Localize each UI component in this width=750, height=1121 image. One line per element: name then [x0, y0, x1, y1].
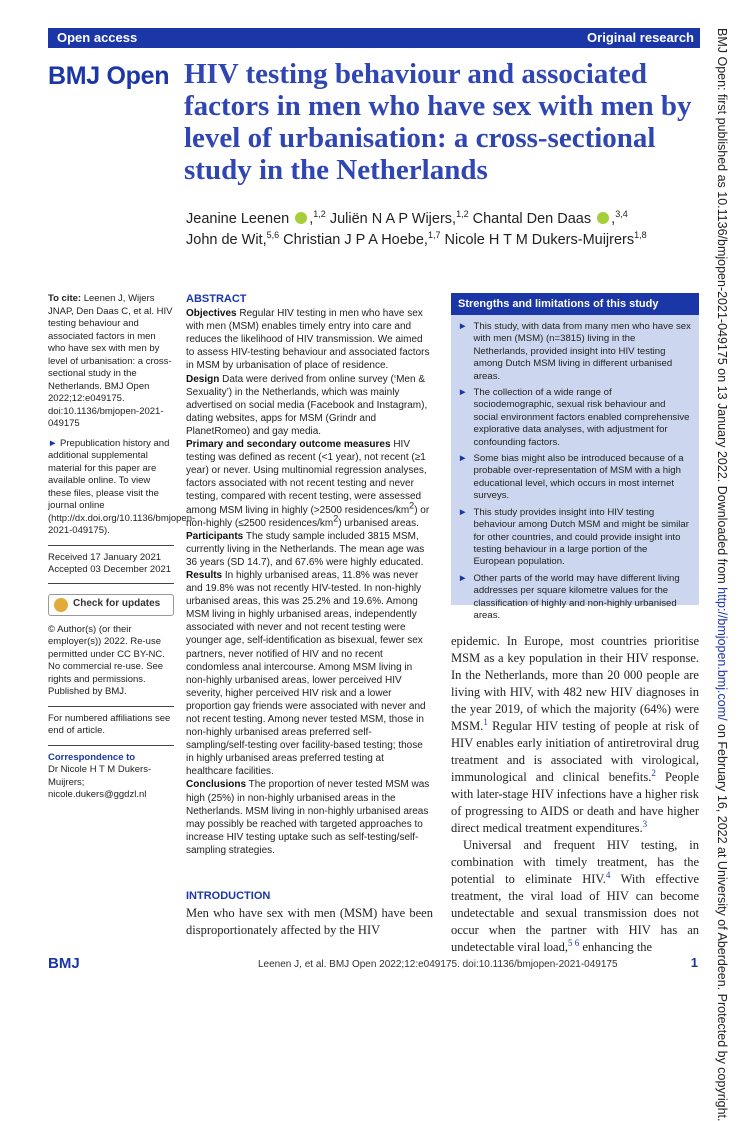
abstract-results-label: Results	[186, 569, 223, 581]
reference-link[interactable]: 1	[483, 716, 488, 727]
author-name: Juliën N A P Wijers,	[329, 211, 457, 227]
list-item	[458, 387, 691, 449]
body-text: People with later-stage HIV infections have a higher risk of progressing to AIDS or death and have higher direct medical treatment expenditures.	[451, 770, 699, 835]
abstract-results-text: In highly urbanised areas, 11.8% was never and 19.8% was not recently HIV-tested. In non-highly urbanised areas, this was 25.2% and 19.6%. Among MSM living in highly urbanised areas, independently associated with never and not recent testing were younger age, self-identification as bisexual, fewer sex partners, never notified of HIV and no recent condomless anal intercourse. Among MSM living in non-highly urbanised areas, lower perceived HIV severity, higher perceived HIV risk and a lower proportion gay friends were associated with never and not recent testing. Among never tested MSM, those in non-highly urbanised areas preferred self-sampling/self-testing over facility-based testing; those in highly urbanised areas preferred testing at healthcare facilities.	[186, 569, 426, 778]
article-title: HIV testing behaviour and associated factors in men who have sex with men by level of urbanisation: a cross-sectional study in the Netherlands	[184, 58, 692, 186]
abstract-heading: ABSTRACT	[186, 293, 247, 305]
abstract-participants-label: Participants	[186, 530, 244, 542]
author-affiliation: 1,2	[313, 209, 326, 220]
footer-citation: Leenen J, et al. BMJ Open 2022;12:e049175. doi:10.1136/bmjopen-2021-049175	[258, 959, 618, 970]
author-affiliation: 5,6	[266, 230, 280, 241]
author-name: Christian J P A Hoebe,	[283, 232, 428, 248]
author-affiliation: 3,4	[615, 209, 628, 220]
abstract-objectives	[186, 307, 433, 372]
article-sidebar	[48, 293, 196, 802]
author-affiliation: 1,8	[634, 230, 647, 241]
introduction-section	[186, 890, 433, 939]
author-name: Chantal Den Daas	[472, 211, 592, 227]
top-banner	[48, 28, 700, 48]
citation-block	[48, 293, 174, 431]
abstract-outcomes: Primary and secondary outcome measures HIV testing was defined as recent (<1 year), not recent (≥1 year) or never. Using multinomial regression analyses, factors associated with not recent testing and never testing, compared with recent testing, were assessed among MSM living in highly (>2500 residences/$km^2$) or non-highly (≤2500 residences/$km^2$) urbanised areas.	[186, 439, 430, 529]
cite-text: Leenen J, Wijers JNAP, Den Daas C, et al. HIV testing behaviour and associated factors in men who have sex with men by level of urbanisation: a cross-sectional study in the Netherlands. BMJ Open 2022;12:e049175. doi:10.1136/bmjopen-2021-049175	[48, 293, 173, 429]
introduction-text: Men who have sex with men (MSM) have been disproportionately affected by the HIV	[186, 906, 433, 937]
accepted-date: Accepted 03 December 2021	[48, 564, 172, 575]
abstract-design-text: Data were derived from online survey (‘Men & Sexuality’) in the Netherlands, which was mainly advertised on social media (Facebook and Instagram), dating websites, apps for MSM (Grindr and PlanetRomeo) and gay media.	[186, 373, 428, 437]
abstract-participants	[186, 530, 433, 569]
author-list	[186, 209, 696, 251]
reference-link[interactable]: 5 6	[567, 937, 580, 948]
abstract-outcomes-text: ) urbanised areas.	[338, 517, 419, 529]
triangle-bullet-icon: ►	[458, 321, 468, 332]
abstract-outcomes-label: Primary and secondary outcome measures	[186, 439, 391, 451]
list-item	[458, 507, 691, 569]
list-item	[458, 573, 691, 623]
list-item-text: Some bias might also be introduced because of a probable over-representation of MSM with a high educational level, which occurs in most internet surveys.	[473, 453, 684, 502]
journal-logo: BMJ Open	[48, 62, 170, 90]
body-text: Regular HIV testing of people at risk of HIV enables early initiation of antiretroviral drug treatment and is associated with virological, immunological and clinical benefits.	[451, 719, 699, 784]
body-paragraph	[451, 633, 699, 837]
triangle-bullet-icon: ►	[458, 453, 468, 465]
received-date: Received 17 January 2021	[48, 551, 162, 563]
body-text: epidemic. In Europe, most countries prioritise MSM as a key population in their HIV response. In the Netherlands, more than 20 000 people are living with HIV, with 482 new HIV diagnoses in the year 2019, of which the majority (64%) were MSM.	[451, 634, 699, 733]
affiliations-note: For numbered affiliations see end of article.	[48, 712, 171, 736]
abstract-outcomes-text: ) or non-highly (≤2500 residences/km	[186, 504, 430, 529]
correspondence-label: Correspondence to	[48, 751, 136, 763]
copyright-text: © Author(s) (or their employer(s)) 2022. Re-use permitted under CC BY-NC. No commercial re-use. See rights and permissions. Published by BMJ.	[48, 623, 165, 697]
strengths-heading: Strengths and limitations of this study	[451, 293, 699, 315]
abstract-results	[186, 569, 433, 779]
author-line-1: Jeanine Leenen ,$^{1,2}$ Juliën N A P Wijers,$^{1,2}$ Chantal Den Daas ,$^{3,4}$	[186, 209, 628, 227]
body-text: enhancing the	[579, 940, 653, 954]
divider	[48, 745, 174, 746]
body-text-column	[451, 633, 699, 956]
introduction-heading: INTRODUCTION	[186, 890, 271, 902]
list-item	[458, 453, 691, 503]
body-text: With effective treatment, the viral load of HIV can become undetectable and sexual transmission does not occur when the partner with HIV has an undetectable viral load,	[451, 872, 699, 954]
divider	[48, 706, 174, 707]
abstract-conclusions	[186, 778, 433, 857]
list-item-text: Other parts of the world may have different living addresses per square kilometre values for the classification of highly and non-highly urbanised areas.	[473, 572, 680, 621]
provenance-text: on February 16, 2022 at University of Aberdeen. Protected by copyright.	[715, 720, 729, 1121]
author-name: Nicole H T M Dukers-Muijrers	[444, 232, 635, 248]
orcid-icon[interactable]	[295, 212, 307, 224]
divider	[48, 545, 174, 546]
author-name: Jeanine Leenen	[186, 211, 290, 227]
provenance-text: BMJ Open: first published as 10.1136/bmjopen-2021-049175 on 13 January 2022. Downloaded from	[715, 28, 729, 588]
vertical-provenance-note	[715, 28, 729, 1121]
abstract-objectives-label: Objectives	[186, 308, 237, 320]
author-affiliation: 1,2	[456, 209, 469, 220]
list-item	[458, 321, 691, 383]
abstract-participants-text: The study sample included 3815 MSM, currently living in the Netherlands. The mean age was 36 years (SD 14.7), and 67.6% were highly educated.	[186, 530, 425, 568]
reference-link[interactable]: 4	[605, 869, 611, 880]
strengths-limitations-box	[451, 293, 699, 621]
author-name: John de Wit,	[186, 232, 267, 248]
page-number: 1	[690, 955, 698, 970]
abstract-design	[186, 373, 433, 438]
triangle-bullet-icon: ►	[48, 437, 58, 449]
abstract-conclusions-label: Conclusions	[186, 779, 247, 791]
orcid-icon[interactable]	[597, 212, 609, 224]
reference-link[interactable]: 2	[651, 767, 656, 778]
check-updates-icon	[54, 598, 68, 612]
check-for-updates-button[interactable]	[48, 594, 174, 616]
open-access-label: Open access	[57, 30, 138, 45]
divider	[48, 583, 174, 584]
body-text: Universal and frequent HIV testing, in combination with timely treatment, has the potential to eliminate HIV.	[451, 838, 699, 886]
prepublication-note	[48, 437, 196, 538]
abstract-objectives-text: Regular HIV testing in men who have sex with men (MSM) enables timely entry into care and reduces the likelihood of HIV transmission. We aimed to assess HIV-testing behaviour and associated factors in MSM by urbanisation of place of residence.	[186, 308, 430, 372]
journal-url-link[interactable]: http://bmjopen.bmj.com/	[715, 587, 729, 721]
correspondence-text[interactable]: Dr Nicole H T M Dukers-Muijrers; nicole.dukers@ggdzl.nl	[48, 764, 152, 800]
list-item-text: This study, with data from many men who have sex with men (MSM) (n=3815) living in the Netherlands, provided insight into HIV testing among Dutch MSM living in different urbanised areas.	[473, 321, 691, 382]
author-affiliation: 1,7	[427, 230, 441, 241]
triangle-bullet-icon: ►	[458, 387, 468, 399]
prepublication-text[interactable]: Prepublication history and additional supplemental material for this paper are available online. To view these files, please visit the journal online (http://dx.doi.org/10.1136/bmjopen-2021-049175).	[48, 437, 196, 536]
page-footer	[48, 955, 700, 975]
body-paragraph	[451, 837, 699, 956]
triangle-bullet-icon: ►	[458, 506, 468, 518]
list-item-text: This study provides insight into HIV testing behaviour among Dutch MSM and might be similar for other countries, and could provide insight into testing behaviour in a large portion of the European population.	[473, 506, 689, 568]
section-label: Original research	[587, 30, 694, 45]
check-updates-label: Check for updates	[73, 598, 161, 610]
abstract-conclusions-text: The proportion of never tested MSM was high (25%) in non-highly urbanised areas in the Netherlands. MSM living in non-highly urbanised areas may possibly be reached with targeted approaches to increase HIV testing uptake such as self-testing/self-sampling strategies.	[186, 779, 430, 856]
list-item-text: The collection of a wide range of sociodemographic, sexual risk behaviour and social environment factors enabled comprehensive explorative data analyses, with adjustment for confounding factors.	[473, 387, 690, 448]
bmj-footer-logo: BMJ	[48, 955, 80, 972]
triangle-bullet-icon: ►	[458, 572, 468, 584]
abstract-design-label: Design	[186, 373, 220, 385]
abstract-outcomes-text: HIV testing was defined as recent (<1 year), not recent (≥1 year) or never. Using multinomial regression analyses, factors associated with not recent testing and never testing, compared with recent testing, were assessed among MSM living in highly (>2500 residences/km	[186, 439, 427, 516]
reference-link[interactable]: 3	[642, 818, 648, 829]
strengths-list	[451, 321, 699, 622]
author-line-2	[186, 230, 696, 251]
cite-label: To cite:	[48, 293, 82, 304]
abstract-section	[186, 293, 433, 857]
